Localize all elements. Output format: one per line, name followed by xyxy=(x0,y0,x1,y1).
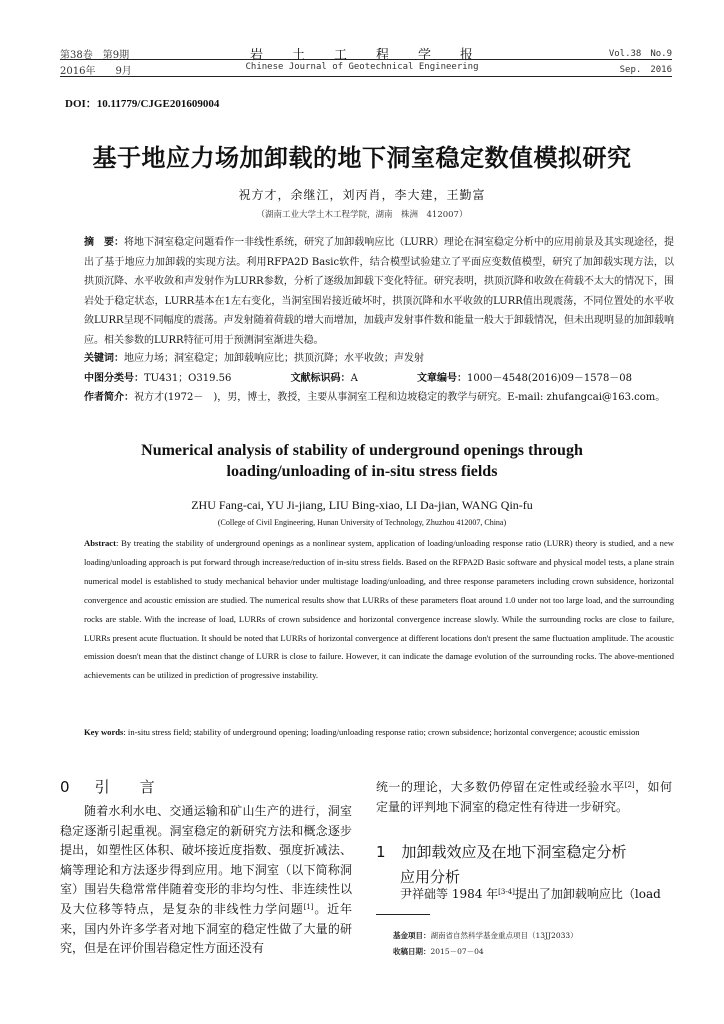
right-text-b: ，如何定量的评判地下洞室的稳定性有待进一步研究。 xyxy=(376,780,672,814)
keywords-cn-label: 关键词： xyxy=(84,353,124,364)
section0-paragraph xyxy=(60,802,352,959)
header-volume-en: Vol.38 No.9 xyxy=(608,49,672,59)
article-no-value: 1000－4548(2016)09－1578－08 xyxy=(466,373,633,384)
header-rule-top xyxy=(60,59,672,60)
doc-code-label: 文献标识码： xyxy=(290,373,351,384)
citation-3-4: [3-4] xyxy=(498,888,515,896)
section1-text-b: 提出了加卸载响应比（load xyxy=(514,887,661,901)
article-no-label: 文章编号： xyxy=(416,373,467,384)
received-text: 2015－07－04 xyxy=(430,947,484,956)
fund-label: 基金项目： xyxy=(393,931,431,940)
section1-text-a: 尹祥础等 1984 年 xyxy=(400,887,499,901)
section1-title-a: 加卸载效应及在地下洞室稳定分析 xyxy=(401,843,627,861)
keywords-en xyxy=(84,723,674,742)
abstract-en-text: : By treating the stability of underground openings as a nonlinear system, application of loading/unloading response ratio (LURR) theory is studied, and a new loading/unloading approach is put forward through increase/reduction of in-situ stress fields. Based on the RFPA2D Basic software and physical model tests, a plane strain numerical model is established to study mechanical behavior under multistage loading/unloading, and three response parameters including crown subsidence, horizontal convergence and acoustic emission are studied. The numerical results show that LURRs of these parameters float around 1.0 under not too large load, and the surrounding rocks are stable. With the increase of load, LURRs of crown subsidence and horizontal convergence increase slowly. While the surrounding rocks are close to failure, LURRs present acute fluctuation. It should be noted that LURRs of horizontal convergence at different locations don't present the same fluctuation amplitude. The acoustic emission doesn't mean that the distinct change of LURR is close to failure. However, it can indicate the damage evolution of the surrounding rocks. The above-mentioned achievements can be utilized in prediction of progressive instability. xyxy=(84,538,674,681)
right-column-paragraph xyxy=(376,778,672,817)
affiliation-en: (College of Civil Engineering, Hunan University of Technology, Zhuzhou 412007, China) xyxy=(217,518,507,527)
keywords-cn-text: 地应力场；洞室稳定；加卸载响应比；拱顶沉降；水平收敛；声发射 xyxy=(124,353,424,364)
section0-heading xyxy=(60,776,155,797)
header-volume-cn: 第38卷 第9期 xyxy=(60,50,130,61)
title-en xyxy=(0,440,724,482)
section1-title-line1 xyxy=(376,841,627,862)
clc-value: TU431；O319.56 xyxy=(144,373,232,384)
keywords-en-label: Key words xyxy=(84,727,124,737)
abstract-cn-label: 摘 要： xyxy=(84,237,125,248)
keywords-cn xyxy=(84,349,674,369)
title-en-line1: Numerical analysis of stability of underground openings through xyxy=(141,442,583,459)
doc-code-value: A xyxy=(350,373,358,384)
author-bio-label: 作者简介： xyxy=(84,392,134,403)
citation-2: [2] xyxy=(624,781,635,789)
section0-text-a: 随着水利水电、交通运输和矿山生产的进行，洞室稳定逐渐引起重视。洞室稳定的新研究方法和概念逐步提出，如塑性区体积、破坏接近度指数、强度折减法、熵等理论和方法逐步得到应用。地下洞室（以下简称洞室）围岩失稳常常伴随着变形的非均匀性、非连续性以及大位移等特点，是复杂的非线性力学问题 xyxy=(60,804,352,916)
footnote-fund xyxy=(393,930,578,941)
header-date-en: Sep. 2016 xyxy=(619,65,672,75)
right-text-a: 统一的理论，大多数仍停留在定性或经验水平 xyxy=(376,780,625,794)
header-journal-en: Chinese Journal of Geotechnical Engineering xyxy=(245,62,479,72)
section1-title-line2: 应用分析 xyxy=(400,868,461,886)
title-en-line2: loading/unloading of in-situ stress fields xyxy=(226,463,498,480)
header-date-cn: 2016年 9月 xyxy=(60,66,132,77)
abstract-en-label: Abstract xyxy=(84,538,116,548)
authors-cn: 祝方才，余继江，刘丙肖，李大建，王勤富 xyxy=(238,188,486,202)
author-bio-text: 祝方才(1972－ )，男，博士，教授，主要从事洞室工程和边坡稳定的教学与研究。E-mail: zhufangcai@163.com。 xyxy=(134,392,666,403)
author-bio xyxy=(84,388,674,408)
header-rule-bottom xyxy=(60,76,672,77)
abstract-en xyxy=(84,534,674,685)
affiliation-cn: （湖南工业大学土木工程学院，湖南 株洲 412007） xyxy=(256,210,468,220)
classification-line xyxy=(84,369,674,388)
section0-text-b: 。近年来，国内外许多学者对地下洞室的稳定性做了大量的研究，但是在评价围岩稳定性方面还没有 xyxy=(60,901,352,956)
section1-number: 1 xyxy=(376,843,386,861)
footnote-rule xyxy=(376,914,430,915)
abstract-cn-text: 将地下洞室稳定问题看作一非线性系统，研究了加卸载响应比（LURR）理论在洞室稳定分析中的应用前景及其实现途径，提出了基于地应力加卸载的实现方法。利用RFPA2D Basic软件，结合模型试验建立了平面应变数值模型，研究了加卸载实现方法，以拱顶沉降、水平收敛和声发射作为LURR参数，分析了逐级加卸载下变化特征。研究表明，拱顶沉降和收敛在荷载不太大的情况下，围岩处于稳定状态，LURR基本在1左右变化，当洞室围岩接近破坏时，拱顶沉降和水平收敛的LURR值出现震荡，不同位置处的水平收敛LURR呈现不同幅度的震荡。声发射随着荷载的增大而增加，加载声发射事件数和能量一般大于卸载情况，但未出现明显的加卸载响应。相关参数的LURR特征可用于预测洞室渐进失稳。 xyxy=(84,237,674,346)
clc-label: 中图分类号： xyxy=(84,373,144,384)
section0-title: 引 言 xyxy=(94,778,155,796)
section1-paragraph xyxy=(376,885,672,905)
section1-heading xyxy=(376,841,627,887)
fund-text: 湖南省自然科学基金重点项目（13JJ2033） xyxy=(430,931,578,940)
header-journal-cn: 岩 土 工 程 学 报 xyxy=(249,48,474,63)
title-cn: 基于地应力场加卸载的地下洞室稳定数值模拟研究 xyxy=(92,144,632,172)
footnote-received xyxy=(393,946,484,957)
citation-1: [1] xyxy=(303,902,314,911)
received-label: 收稿日期： xyxy=(393,947,431,956)
doi: DOI：10.11779/CJGE201609004 xyxy=(65,98,220,110)
authors-en: ZHU Fang-cai, YU Ji-jiang, LIU Bing-xiao, LI Da-jian, WANG Qin-fu xyxy=(191,498,533,512)
keywords-en-text: : in-situ stress field; stability of underground opening; loading/unloading response ratio; crown subsidence; horizontal convergence; acoustic emission xyxy=(123,727,640,737)
abstract-cn xyxy=(84,233,674,350)
section0-number: 0 xyxy=(60,778,70,796)
